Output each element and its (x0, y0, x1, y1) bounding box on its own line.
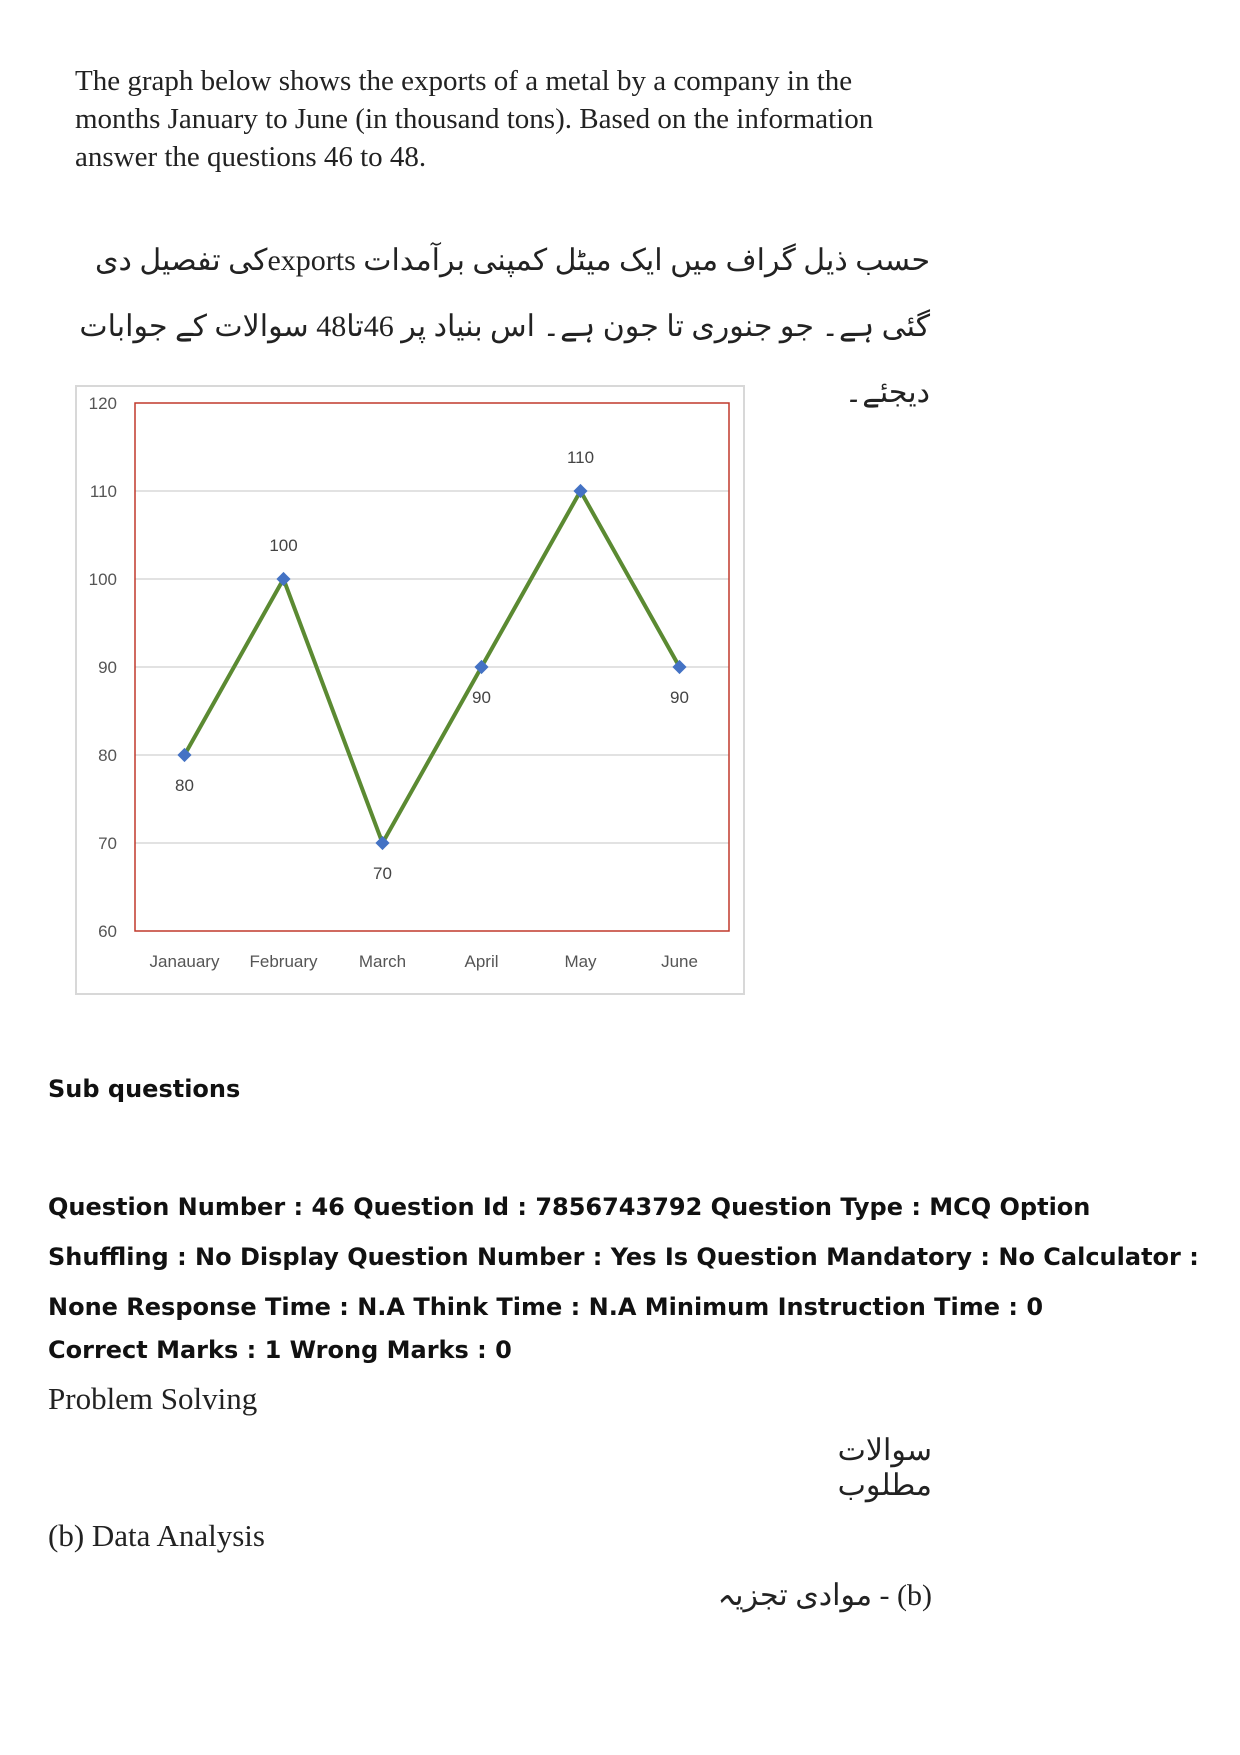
x-tick-label: February (249, 952, 318, 971)
y-tick-label: 110 (89, 482, 117, 501)
y-tick-label: 80 (98, 746, 117, 765)
y-tick-label: 70 (98, 834, 117, 853)
y-tick-label: 100 (88, 570, 117, 589)
export-line-chart (75, 385, 745, 995)
data-label: 80 (175, 776, 194, 795)
question-marks: Correct Marks : 1 Wrong Marks : 0 (48, 1336, 512, 1364)
x-tick-label: Janauary (149, 952, 220, 971)
topic-urdu: سوالات مطلوب (837, 1434, 932, 1502)
y-tick-label: 90 (98, 658, 117, 677)
y-tick-label: 60 (98, 922, 117, 941)
sub-questions-heading: Sub questions (48, 1075, 241, 1103)
data-label: 70 (373, 864, 392, 883)
subtopic-urdu: (b) - موادی تجزیہ (717, 1579, 932, 1612)
intro-urdu-text: حسب ذیل گراف میں ایک میٹل کمپنی برآمدات exportsکی تفصیل دی گئی ہے۔ جو جنوری تا جون ہے۔ اس بنیاد پر 46تا48 سوالات کے جوابات دیجئے۔ (79, 244, 930, 409)
data-label: 90 (670, 688, 689, 707)
data-label: 110 (566, 448, 595, 467)
intro-english-text: The graph below shows the exports of a metal by a company in the months January to June (in thousand tons). Based on the information answer the questions 46 to 48. (75, 65, 874, 173)
data-label: 100 (269, 536, 298, 555)
x-tick-label: April (464, 952, 499, 971)
chart-svg (77, 387, 743, 993)
topic-english: Problem Solving (48, 1381, 258, 1416)
x-tick-label: May (564, 952, 597, 971)
x-tick-label: June (661, 952, 698, 971)
x-tick-label: March (358, 952, 407, 971)
y-tick-label: 120 (88, 394, 117, 413)
data-label: 90 (472, 688, 491, 707)
question-metadata: Question Number : 46 Question Id : 7856743792 Question Type : MCQ Option Shuffling : No Display Question Number : Yes Is Question Mandatory : No Calculator : None Response Time : N.A Think Time : N.A Minimum Instruction Time : 0 (48, 1193, 1199, 1321)
subtopic-english: (b) Data Analysis (48, 1518, 265, 1553)
